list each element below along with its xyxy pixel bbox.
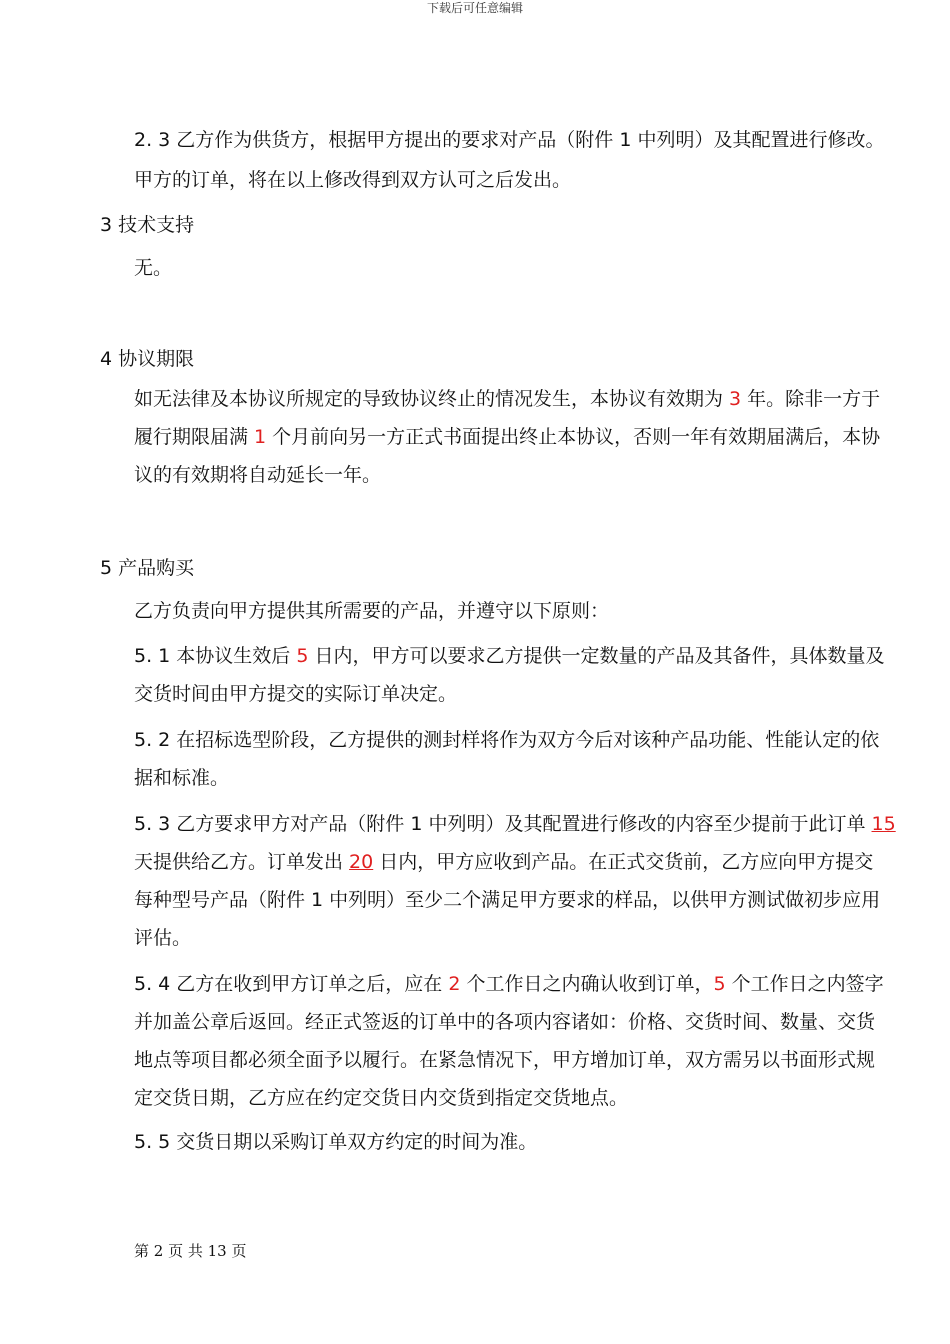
days-value: 5	[296, 645, 309, 667]
clause-5-1-line-1	[134, 644, 884, 668]
section-4-line-2	[134, 425, 880, 449]
sign-days-value: 5	[713, 973, 726, 995]
text-segment: 5. 4 乙方在收到甲方订单之后，应在	[134, 973, 449, 995]
confirm-days-value: 2	[448, 973, 461, 995]
section-4-heading: 4 协议期限	[100, 348, 195, 370]
clause-5-2-line-1: 5. 2 在招标选型阶段，乙方提供的测封样将作为双方今后对该种产品功能、性能认定的依	[134, 729, 880, 751]
section-4-line-1	[134, 387, 880, 411]
clause-5-3-line-1	[134, 812, 896, 836]
advance-days-value: 15	[871, 813, 896, 835]
text-segment: 天提供给乙方。订单发出	[134, 851, 350, 873]
notice-months-value: 1	[254, 426, 267, 448]
section-3-body: 无。	[134, 257, 173, 279]
clause-5-4-line-1	[134, 972, 884, 996]
clause-5-3-line-4: 评估。	[134, 927, 192, 949]
text-segment: 个月前向另一方正式书面提出终止本协议，否则一年有效期届满后，本协	[266, 426, 881, 448]
clause-5-4-line-4: 定交货日期，乙方应在约定交货日内交货到指定交货地点。	[134, 1087, 629, 1109]
section-5-heading: 5 产品购买	[100, 557, 195, 579]
section-3-heading: 3 技术支持	[100, 214, 195, 236]
term-years-value: 3	[729, 388, 742, 410]
text-segment: 日内，甲方应收到产品。在正式交货前，乙方应向甲方提交	[373, 851, 874, 873]
text-segment: 履行期限届满	[134, 426, 255, 448]
text-segment: 5. 3 乙方要求甲方对产品（附件 1 中列明）及其配置进行修改的内容至少提前于此订单	[134, 813, 872, 835]
text-segment: 日内，甲方可以要求乙方提供一定数量的产品及其备件，具体数量及	[308, 645, 885, 667]
text-segment: 年。除非一方于	[741, 388, 881, 410]
clause-5-1-line-2: 交货时间由甲方提交的实际订单决定。	[134, 683, 458, 705]
page-header: 下载后可任意编辑	[426, 1, 523, 15]
clause-2-3-line-1: 2. 3 乙方作为供货方，根据甲方提出的要求对产品（附件 1 中列明）及其配置进行修改。	[134, 129, 885, 151]
clause-5-4-line-3: 地点等项目都必须全面予以履行。在紧急情况下，甲方增加订单，双方需另以书面形式规	[134, 1049, 876, 1071]
text-segment: 个工作日之内签字	[725, 973, 884, 995]
section-4-line-3: 议的有效期将自动延长一年。	[134, 464, 382, 486]
section-5-intro: 乙方负责向甲方提供其所需要的产品，并遵守以下原则：	[134, 600, 610, 622]
clause-5-2-line-2: 据和标准。	[134, 767, 230, 789]
clause-5-3-line-3: 每种型号产品（附件 1 中列明）至少二个满足甲方要求的样品，以供甲方测试做初步应用	[134, 889, 881, 911]
clause-5-5: 5. 5 交货日期以采购订单双方约定的时间为准。	[134, 1131, 538, 1153]
delivery-days-value: 20	[349, 851, 374, 873]
clause-5-4-line-2: 并加盖公章后返回。经正式签返的订单中的各项内容诸如：价格、交货时间、数量、交货	[134, 1011, 876, 1033]
text-segment: 如无法律及本协议所规定的导致协议终止的情况发生，本协议有效期为	[134, 388, 730, 410]
clause-5-3-line-2	[134, 850, 873, 874]
text-segment: 个工作日之内确认收到订单，	[460, 973, 714, 995]
text-segment: 5. 1 本协议生效后	[134, 645, 297, 667]
page-footer: 第 2 页 共 13 页	[134, 1242, 247, 1260]
clause-2-3-line-2: 甲方的订单，将在以上修改得到双方认可之后发出。	[134, 169, 572, 191]
